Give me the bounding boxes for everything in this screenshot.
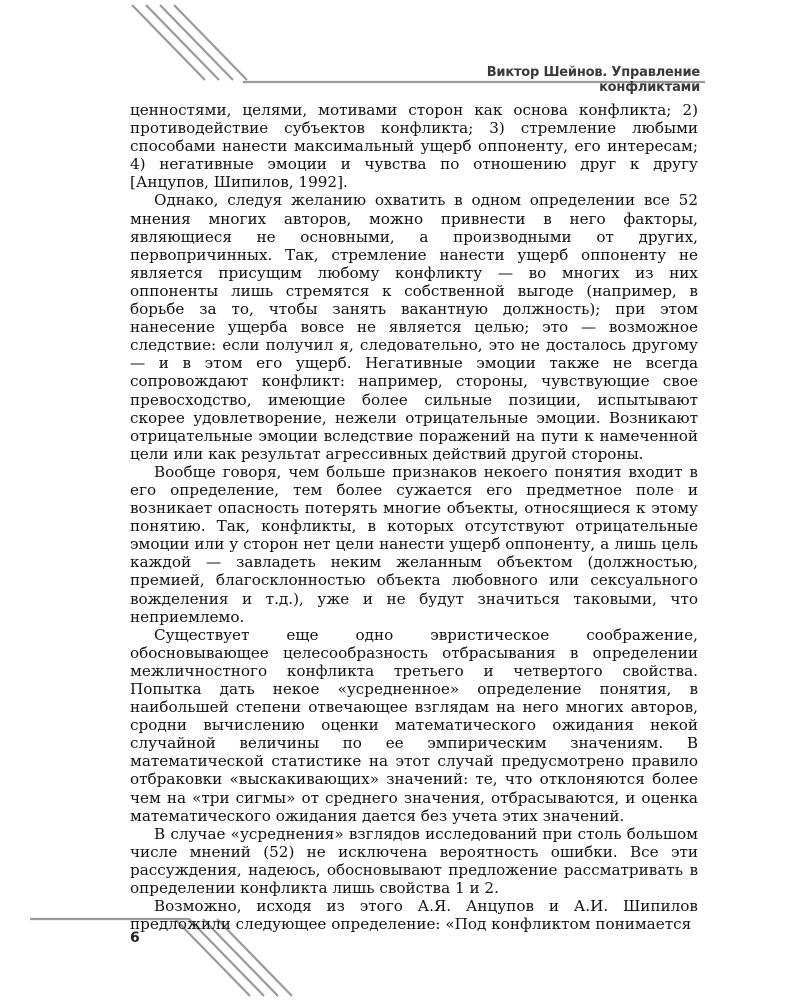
top-stripes [132, 5, 247, 80]
paragraph: В случае «усреднения» взглядов исследований при столь большом числе мнений (52) не исключена вероятность ошибки. Все эти рассуждения, надеюсь, обосновывают предложение рассматривать в определении конфликта лишь свойства 1 и 2. [130, 824, 698, 898]
paragraph: Существует еще одно эвристическое соображение, обосновывающее целесообразность отбрасывания в определении межличностного конфликта третьего и четвертого свойства. Попытка дать некое «усредненное» определение понятия, в наибольшей степени отвечающее взглядам на него многих авторов, сродни вычислению оценки математического ожидания некой случайной величины по ее эмпирическим значениям. В математической статистике на этот случай предусмотрено правило отбраковки «выскакивающих» значений: те, что отклоняются более чем на «три сигмы» от среднего значения, отбрасываются, и оценка математического ожидания дается без учета этих значений. [130, 625, 698, 825]
running-header: Виктор Шейнов. Управление конфликтами [486, 65, 700, 95]
page-number: 6 [130, 930, 140, 946]
paragraph: ценностями, целями, мотивами сторон как основа конфликта; 2) противодействие субъектов конфликта; 3) стремление любыми способами нанести максимальный ущерб оппоненту, его интересам; 4) негативные эмоции и чувства по отношению друг к другу [Анцупов, Шипилов, 1992]. [130, 101, 698, 192]
paragraph: Вообще говоря, чем больше признаков некоего понятия входит в его определение, тем более сужается его предметное поле и возникает опасность потерять многие объекты, относящиеся к этому понятию. Так, конфликты, в которых отсутствуют отрицательные эмоции или у сторон нет цели нанести ущерб оппоненту, а лишь цель каждой — завладеть неким желанным объектом (должностью, премией, благосклонностью объекта любовного или сексуального вожделения и т.д.), уже и не будут значиться таковыми, что неприемлемо. [130, 462, 698, 626]
body-text [130, 101, 698, 933]
paragraph: Однако, следуя желанию охватить в одном определении все 52 мнения многих авторов, можно привнести в него факторы, являющиеся не основными, а производными от других, первопричинных. Так, стремление нанести ущерб оппоненту не является присущим любому конфликту — во многих из них оппоненты лишь стремятся к собственной выгоде (например, в борьбе за то, чтобы занять вакантную должность); при этом нанесение ущерба вовсе не является целью; это — возможное следствие: если получил я, следовательно, это не досталось другому — и в этом его ущерб. Негативные эмоции также не всегда сопровождают конфликт: например, стороны, чувствующие свое превосходство, имеющие более сильные позиции, испытывают скорее удовлетворение, нежели отрицательные эмоции. Возникают отрицательные эмоции вследствие поражений на пути к намеченной цели или как результат агрессивных действий другой стороны. [130, 191, 698, 463]
paragraph: Возможно, исходя из этого А.Я. Анцупов и А.И. Шипилов предложили следующее определение: «Под конфликтом понимается [130, 897, 698, 934]
